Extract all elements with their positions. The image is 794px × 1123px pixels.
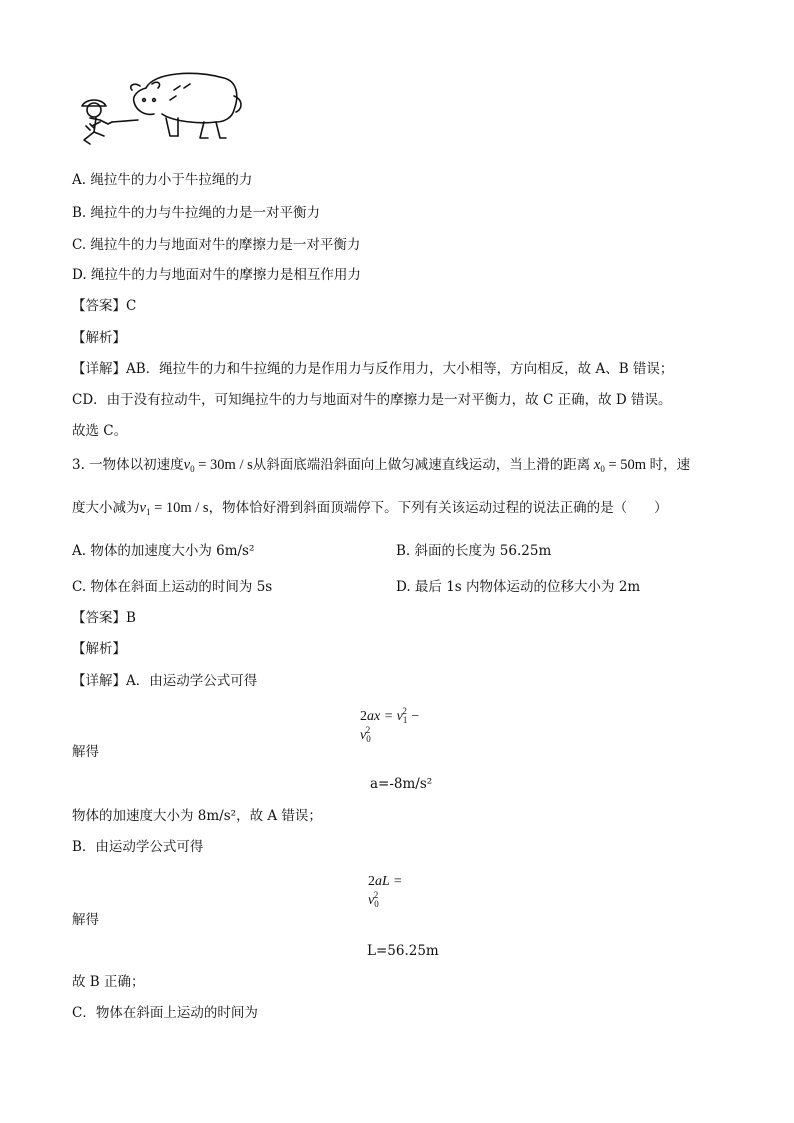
q3-b-text: 故 B 正确； bbox=[72, 974, 145, 990]
q3-stem-b: 从斜面底端沿斜面向上做匀减速直线运动，当上滑的距离 bbox=[252, 457, 591, 473]
q3-answer: 【答案】B bbox=[72, 610, 136, 626]
q3-analysis-label: 【解析】 bbox=[72, 641, 126, 657]
q2-detail-2: CD．由于没有拉动牛，可知绳拉牛的力与地面对牛的摩擦力是一对平衡力，故 C 正确，故 D 错误。 bbox=[72, 392, 672, 408]
q3-x0-value: = 50m bbox=[608, 457, 647, 473]
q2-option-b: B. 绳拉牛的力与牛拉绳的力是一对平衡力 bbox=[72, 205, 321, 221]
q3-option-b: B. 斜面的长度为 56.25m bbox=[396, 543, 552, 559]
q3-v0-value: = 30m / s bbox=[198, 457, 253, 473]
q2-conclusion: 故选 C。 bbox=[72, 423, 128, 439]
q2-option-c: C. 绳拉牛的力与地面对牛的摩擦力是一对平衡力 bbox=[72, 237, 361, 253]
q3-c-intro: C．物体在斜面上运动的时间为 bbox=[72, 1005, 258, 1021]
q3-b-intro: B．由运动学公式可得 bbox=[72, 839, 204, 855]
q3-detail-a: 【详解】A．由运动学公式可得 bbox=[72, 673, 258, 689]
q3-stem-c: 时，速 bbox=[649, 457, 691, 473]
q3-stem-a: 3. 一物体以初速度 bbox=[72, 457, 184, 473]
q2-detail-1: 【详解】AB．绳拉牛的力和牛拉绳的力是作用力与反作用力，大小相等，方向相反，故 A、B 错误； bbox=[72, 361, 674, 377]
man-pulling-cow-illustration bbox=[74, 66, 244, 158]
equation-2aL: $2aL = v_0^2$ bbox=[368, 874, 403, 909]
q3-stem-line-2: 度大小减为$v_1 = 10m / s$，物体恰好滑到斜面顶端停下。下列有关该运动过程的说法正确的是（ ） bbox=[72, 500, 668, 517]
q3-a-result: a=-8m/s² bbox=[370, 776, 433, 792]
q3-solve-2: 解得 bbox=[72, 912, 99, 928]
q2-answer: 【答案】C bbox=[72, 298, 137, 314]
q3-stem2-a: 度大小减为 bbox=[72, 500, 140, 516]
q3-a-text: 物体的加速度大小为 8m/s²，故 A 错误； bbox=[72, 808, 322, 824]
q3-option-a: A. 物体的加速度大小为 6m/s² bbox=[72, 543, 255, 559]
equation-2ax: $2ax = v_1^2 - v_0^2$ bbox=[360, 706, 420, 744]
q3-option-c: C. 物体在斜面上运动的时间为 5s bbox=[72, 579, 273, 595]
q3-v1-value: = 10m / s bbox=[154, 500, 209, 516]
q3-l-result: L=56.25m bbox=[367, 943, 439, 959]
q3-stem2-b: ，物体恰好滑到斜面顶端停下。下列有关该运动过程的说法正确的是（ ） bbox=[208, 500, 668, 516]
q2-option-a: A. 绳拉牛的力小于牛拉绳的力 bbox=[72, 172, 253, 188]
q3-option-d: D. 最后 1s 内物体运动的位移大小为 2m bbox=[396, 579, 641, 595]
q3-solve-1: 解得 bbox=[72, 744, 99, 760]
q2-option-d: D. 绳拉牛的力与地面对牛的摩擦力是相互作用力 bbox=[72, 267, 361, 283]
q2-analysis-label: 【解析】 bbox=[72, 330, 126, 346]
q3-stem-line-1: 3. 一物体以初速度$v_0 = 30m / s$从斜面底端沿斜面向上做匀减速直线运动，当上滑的距离 $x_0 = 50m$ 时，速 bbox=[72, 457, 691, 474]
